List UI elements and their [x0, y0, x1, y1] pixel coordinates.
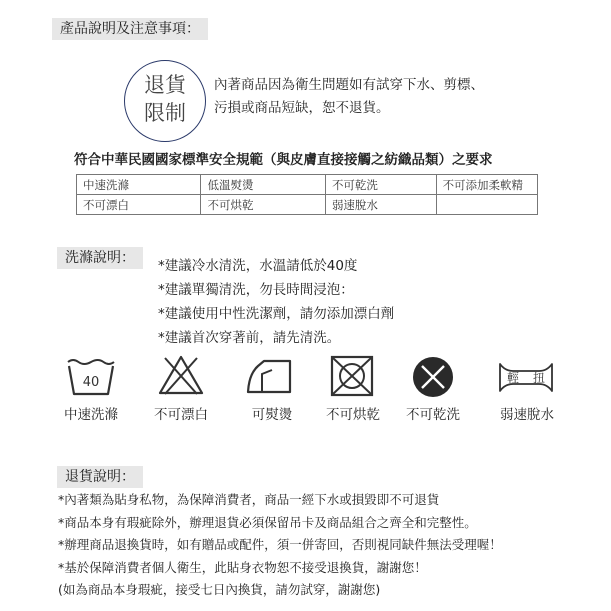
return-restriction-badge [124, 60, 206, 142]
table-row [77, 195, 538, 215]
returns-line-5: (如為商品本身瑕疵，接受七日內換貨，請勿試穿，謝謝您) [58, 582, 381, 597]
care-label-iron: 可熨燙 [251, 407, 293, 423]
no-bleach-icon [157, 354, 205, 396]
notice-line-1: 內著商品因為衛生問題如有試穿下水、剪標、 [214, 77, 484, 93]
return-notice [214, 74, 484, 120]
table-cell: 不可乾洗 [325, 175, 436, 195]
standard-title: 符合中華民國國家標準安全規範（與皮膚直接接觸之紡織品類）之要求 [74, 152, 493, 168]
standard-table [76, 174, 538, 215]
badge-line-2: 限制 [144, 101, 186, 125]
gentle-wring-icon [497, 360, 555, 396]
washing-line-2: *建議單獨清洗，勿長時間浸泡： [158, 282, 354, 298]
care-label-dry-clean: 不可乾洗 [406, 407, 460, 423]
table-cell [436, 195, 537, 215]
washing-instructions [158, 254, 394, 350]
wring-char-1: 輕 [506, 371, 520, 385]
table-cell: 不可烘乾 [201, 195, 325, 215]
table-row [77, 175, 538, 195]
returns-line-4: *基於保障消費者個人衛生，此貼身衣物恕不接受退換貨，謝謝您！ [58, 559, 427, 575]
returns-line-1: *內著類為貼身私物，為保障消費者，商品一經下水或損毀即不可退貨 [58, 492, 440, 507]
care-label-tumble-dry: 不可烘乾 [326, 407, 380, 423]
table-cell: 弱速脫水 [325, 195, 436, 215]
wring-char-2: 扭 [532, 371, 546, 385]
product-notes-header: 產品說明及注意事項： [52, 18, 208, 40]
table-cell: 不可添加柔軟精 [436, 175, 537, 195]
washing-line-1: *建議冷水清洗，水溫請低於40度 [158, 258, 358, 274]
washing-line-3: *建議使用中性洗潔劑，請勿添加漂白劑 [158, 306, 395, 322]
no-dry-clean-icon [410, 354, 456, 400]
badge-line-1: 退貨 [144, 73, 186, 97]
washing-header: 洗滌說明： [57, 247, 143, 269]
returns-header: 退貨說明： [57, 466, 143, 488]
returns-line-3: *辦理商品退換貨時，如有贈品或配件，須一併寄回，否則視同缺件無法受理喔！ [58, 537, 502, 552]
table-cell: 低溫熨燙 [201, 175, 325, 195]
care-label-wash: 中速洗滌 [64, 407, 118, 423]
washing-line-4: *建議首次穿著前，請先清洗。 [158, 330, 341, 346]
wash-temperature-number: 40 [82, 375, 100, 390]
notice-line-2: 污損或商品短缺，恕不退貨。 [214, 100, 390, 116]
returns-policy [58, 489, 502, 602]
returns-line-2: *商品本身有瑕疵除外，辦理退貨必須保留吊卡及商品組合之齊全和完整性。 [58, 514, 477, 530]
table-cell: 不可漂白 [77, 195, 201, 215]
no-tumble-dry-icon [329, 354, 375, 398]
wash-tub-40-icon [66, 356, 116, 396]
care-label-spin: 弱速脫水 [500, 407, 554, 423]
iron-icon [244, 356, 294, 396]
care-label-bleach: 不可漂白 [154, 407, 208, 423]
table-cell: 中速洗滌 [77, 175, 201, 195]
